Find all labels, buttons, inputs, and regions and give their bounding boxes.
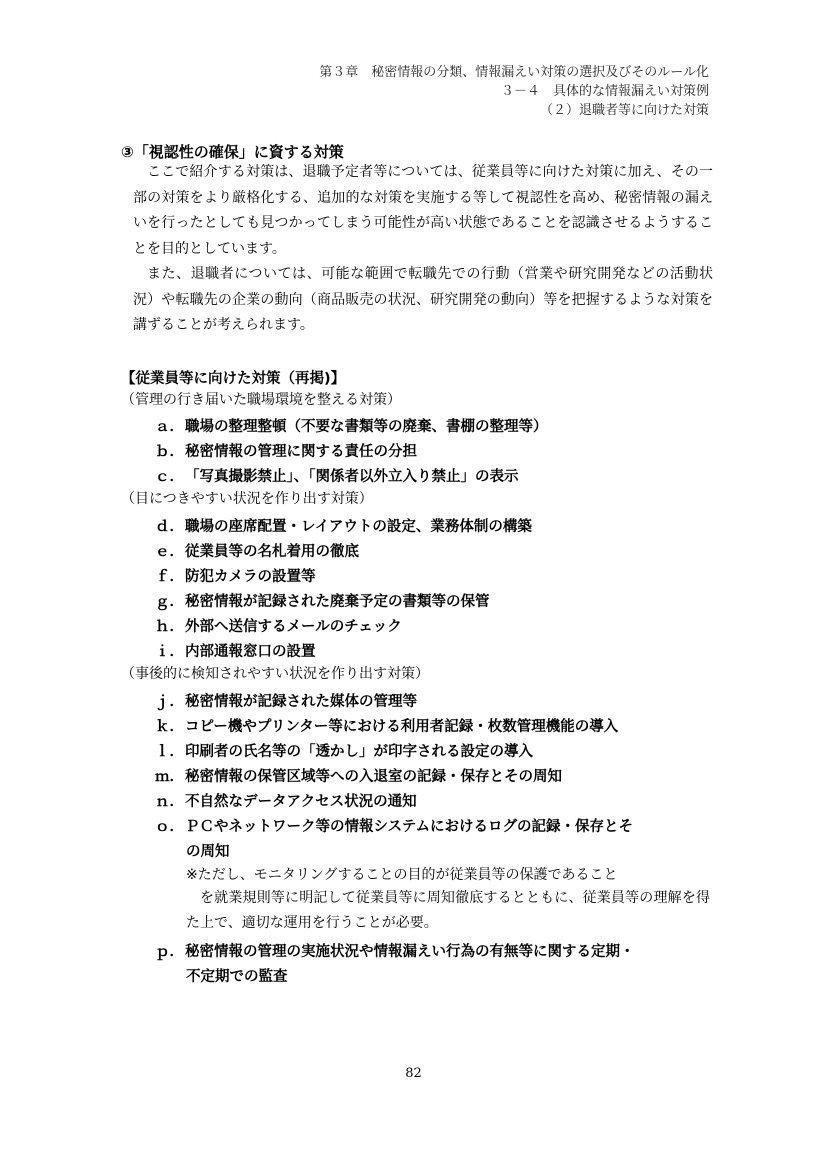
list-item: ｆ．防犯カメラの設置等 xyxy=(155,569,316,585)
section-header: ３－４ 具体的な情報漏えい対策例 xyxy=(500,84,709,99)
group-heading-visibility: （目につきやすい状況を作り出す対策） xyxy=(121,491,373,507)
monitoring-note: ※ただし、モニタリングすることの目的が従業員等の保護であること xyxy=(186,867,618,883)
list-item-continuation: の周知 xyxy=(186,844,230,860)
list-item: ｃ．「写真撮影禁止」、「関係者以外立入り禁止」の表示 xyxy=(155,469,519,485)
list-item: ｉ．内部通報窓口の設置 xyxy=(155,644,316,660)
monitoring-note-continued: を就業規則等に明記して従業員等に周知徹底するとともに、従業員等の理解を得た上で、適切な運用を行うことが必要。 xyxy=(186,890,710,931)
page-number: 82 xyxy=(405,1066,422,1081)
intro-paragraph: ここで紹介する対策は、退職予定者等については、従業員等に向けた対策に加え、その一部の対策をより厳格化する、追加的な対策を実施する等して視認性を高め、秘密情報の漏えいを行ったとしても見つかってしまう可能性が高い状態であることを認識させるようすることを目的としています。 xyxy=(133,164,713,257)
chapter-header: 第３章 秘密情報の分類、情報漏えい対策の選択及びそのルール化 xyxy=(319,65,709,80)
list-item: ｌ．印刷者の氏名等の「透かし」が印字される設定の導入 xyxy=(155,744,533,760)
subsection-header: （２）退職者等に向けた対策 xyxy=(539,103,709,118)
list-item: ｈ．外部へ送信するメールのチェック xyxy=(155,619,402,635)
list-item: ｇ．秘密情報が記録された廃棄予定の書類等の保管 xyxy=(155,594,490,610)
list-item-continuation: 不定期での監査 xyxy=(186,969,288,985)
list-item: ｏ．ＰＣやネットワーク等の情報システムにおけるログの記録・保存とそ xyxy=(155,819,634,835)
section-title: ③「視認性の確保」に資する対策 xyxy=(121,143,344,161)
list-item: ｄ．職場の座席配置・レイアウトの設定、業務体制の構築 xyxy=(155,519,532,535)
list-item: ｅ．従業員等の名札着用の徹底 xyxy=(155,544,359,560)
retiree-paragraph: また、退職者については、可能な範囲で転職先での行動（営業や研究開発などの活動状況）や転職先の企業の動向（商品販売の状況、研究開発の動向）等を把握するような対策を講ずることが考えられます。 xyxy=(133,266,713,333)
group-heading-detection: （事後的に検知されやすい状況を作り出す対策） xyxy=(121,666,429,682)
list-item: ａ．職場の整理整頓（不要な書類等の廃棄、書棚の整理等） xyxy=(155,419,548,435)
measures-block-title: 【従業員等に向けた対策（再掲)】 xyxy=(121,371,346,387)
list-item: ｊ．秘密情報が記録された媒体の管理等 xyxy=(155,694,417,710)
list-item: ｂ．秘密情報の管理に関する責任の分担 xyxy=(155,444,417,460)
list-item: ｎ．不自然なデータアクセス状況の通知 xyxy=(155,794,417,810)
group-heading-workplace: （管理の行き届いた職場環境を整える対策） xyxy=(121,392,401,408)
list-item: ｍ．秘密情報の保管区域等への入退室の記録・保存とその周知 xyxy=(155,769,562,785)
list-item: ｐ．秘密情報の管理の実施状況や情報漏えい行為の有無等に関する定期・ xyxy=(155,944,635,960)
list-item: ｋ．コピー機やプリンター等における利用者記録・枚数管理機能の導入 xyxy=(155,719,619,735)
